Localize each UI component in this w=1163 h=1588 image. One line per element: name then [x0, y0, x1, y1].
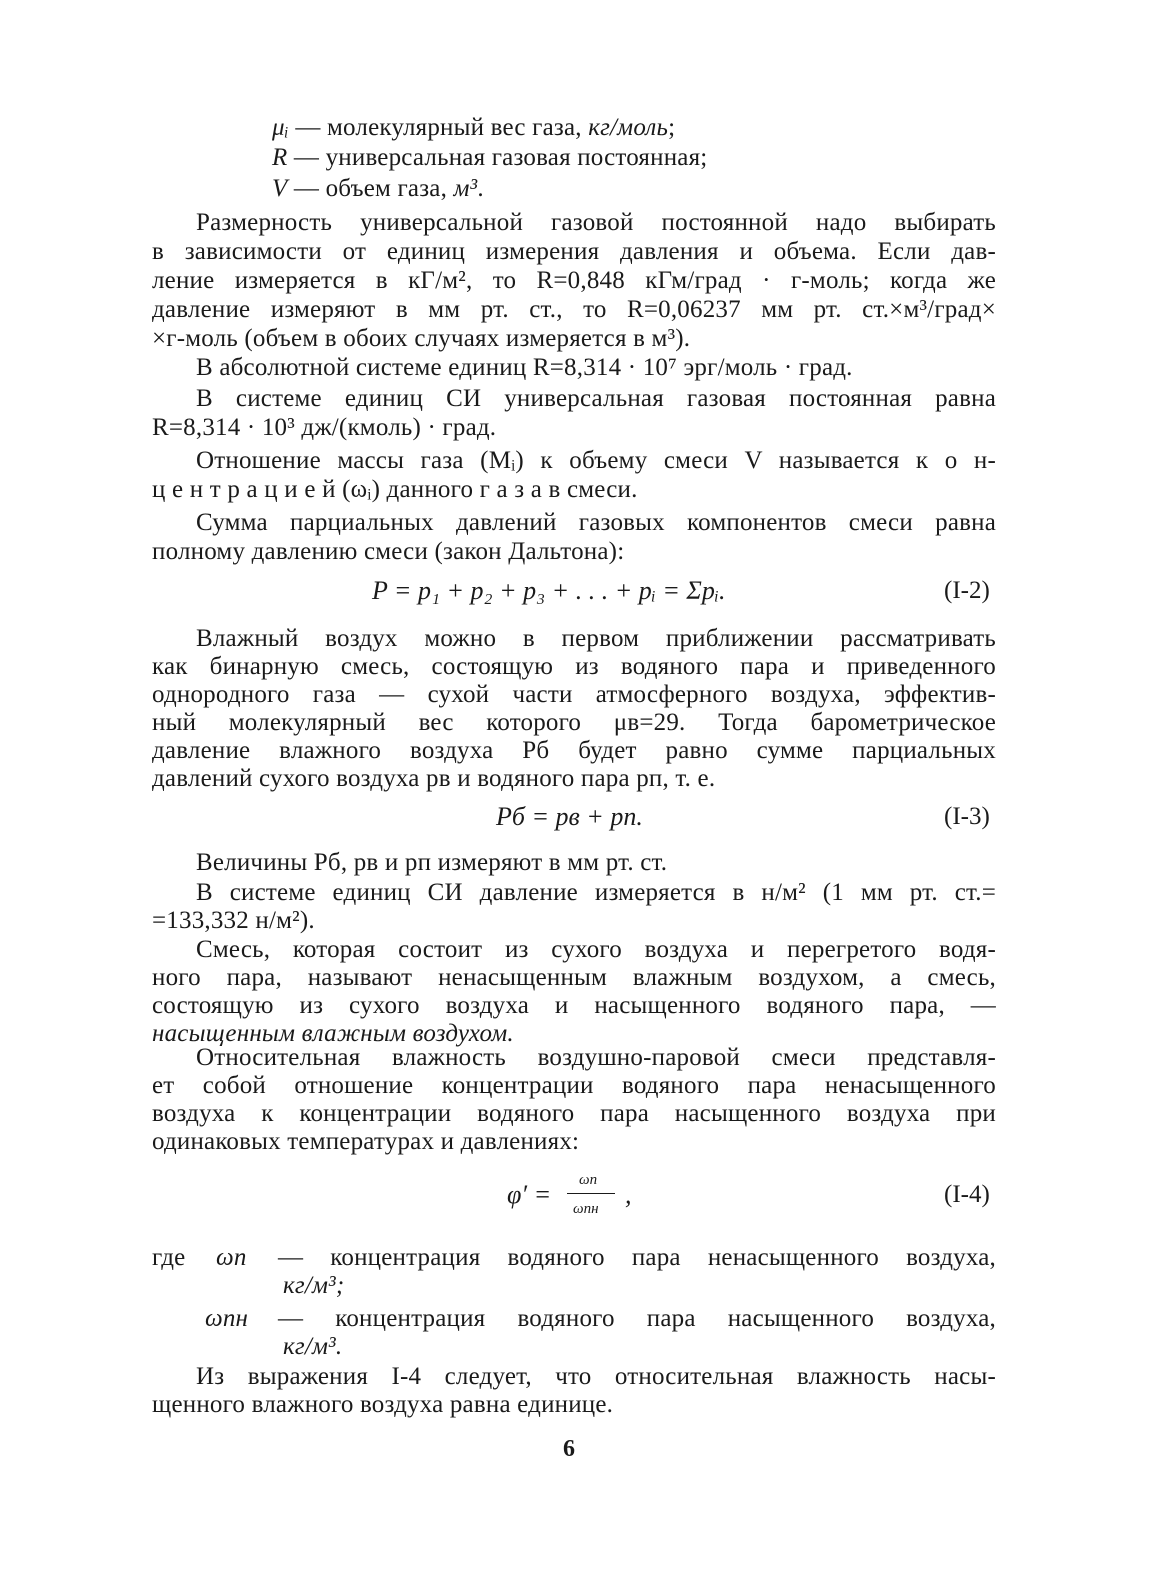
- where-unit: кг/м³;: [283, 1272, 345, 1299]
- paragraph-line: =133,332 н/м²).: [152, 907, 315, 934]
- paragraph-line: Относительная влажность воздушно-паровой смеси представля-: [196, 1044, 996, 1071]
- where-label: где: [152, 1244, 186, 1271]
- paragraph-line: ×г-моль (объем в обоих случаях измеряется в м³).: [152, 325, 691, 352]
- definition-v: V — объем газа, м³.: [272, 175, 484, 202]
- paragraph-line: полному давлению смеси (закон Дальтона):: [152, 538, 625, 565]
- where-symbol: ωпн: [205, 1305, 249, 1332]
- paragraph-line: одинаковых температурах и давлениях:: [152, 1128, 580, 1155]
- page-number: 6: [563, 1436, 575, 1462]
- equation-number: (I-2): [944, 577, 990, 604]
- paragraph-line: Из выражения I-4 следует, что относительная влажность насы-: [196, 1363, 996, 1390]
- equation-number: (I-4): [944, 1181, 990, 1208]
- where-text: — концентрация водяного пара насыщенного воздуха,: [278, 1305, 996, 1332]
- paragraph-line: Размерность универсальной газовой постоянной надо выбирать: [196, 209, 996, 236]
- definition-r: R — универсальная газовая постоянная;: [272, 144, 708, 171]
- equation-lhs: φ′ =: [507, 1180, 552, 1209]
- paragraph-line: Смесь, которая состоит из сухого воздуха и перегретого водя-: [196, 936, 996, 963]
- equation-formula: Pб = pв + pп.: [496, 802, 643, 831]
- where-symbol: ωп: [216, 1244, 247, 1271]
- paragraph-line: давление влажного воздуха Pб будет равно сумме парциальных: [152, 737, 996, 764]
- fraction-denominator: ωпн: [573, 1201, 599, 1217]
- paragraph-line: В абсолютной системе единиц R=8,314 · 10⁷ эрг/моль · град.: [196, 354, 853, 381]
- where-unit: кг/м³.: [283, 1333, 343, 1360]
- paragraph-line: Влажный воздух можно в первом приближении рассматривать: [196, 625, 996, 652]
- paragraph-line: ет собой отношение концентрации водяного пара ненасыщенного: [152, 1072, 996, 1099]
- equation-number: (I-3): [944, 803, 990, 830]
- paragraph-line: ц е н т р а ц и е й (ωᵢ) данного г а з а в смеси.: [152, 476, 638, 503]
- paragraph-line: ление измеряется в кГ/м², то R=0,848 кГм/град · г-моль; когда же: [152, 267, 996, 294]
- fraction-numerator: ωп: [579, 1172, 598, 1188]
- fraction-bar: [567, 1193, 615, 1194]
- equation-formula: P = p₁ + p₂ + p₃ + . . . + pᵢ = Σpᵢ.: [372, 576, 726, 605]
- paragraph-line: Отношение массы газа (Mᵢ) к объему смеси V называется к о н-: [196, 447, 996, 474]
- paragraph-line: ного пара, называют ненасыщенным влажным воздухом, а смесь,: [152, 964, 996, 991]
- paragraph-line: ный молекулярный вес которого μв=29. Тогда барометрическое: [152, 709, 996, 736]
- paragraph-line: В системе единиц СИ универсальная газовая постоянная равна: [196, 385, 996, 412]
- paragraph-line: Величины Pб, pв и pп измеряют в мм рт. ст.: [196, 849, 668, 876]
- paragraph-line: однородного газа — сухой части атмосферного воздуха, эффектив-: [152, 681, 996, 708]
- paragraph-line: в зависимости от единиц измерения давления и объема. Если дав-: [152, 238, 996, 265]
- paragraph-line: Сумма парциальных давлений газовых компонентов смеси равна: [196, 509, 996, 536]
- paragraph-line: R=8,314 · 10³ дж/(кмоль) · град.: [152, 414, 497, 441]
- paragraph-line: воздуха к концентрации водяного пара насыщенного воздуха при: [152, 1100, 996, 1127]
- equation-tail: ,: [625, 1180, 632, 1209]
- where-text: — концентрация водяного пара ненасыщенного воздуха,: [278, 1244, 996, 1271]
- paragraph-line: давление измеряют в мм рт. ст., то R=0,06237 мм рт. ст.×м³/град×: [152, 296, 996, 323]
- definition-mu: μᵢ — молекулярный вес газа, кг/моль;: [272, 114, 676, 141]
- paragraph-line: давлений сухого воздуха pв и водяного пара pп, т. е.: [152, 765, 716, 792]
- paragraph-line: В системе единиц СИ давление измеряется в н/м² (1 мм рт. ст.=: [196, 879, 996, 906]
- paragraph-line: состоящую из сухого воздуха и насыщенного водяного пара, —: [152, 992, 996, 1019]
- paragraph-line: насыщенным влажным воздухом.: [152, 1020, 514, 1047]
- paragraph-line: как бинарную смесь, состоящую из водяного пара и приведенного: [152, 653, 996, 680]
- paragraph-line: щенного влажного воздуха равна единице.: [152, 1391, 614, 1418]
